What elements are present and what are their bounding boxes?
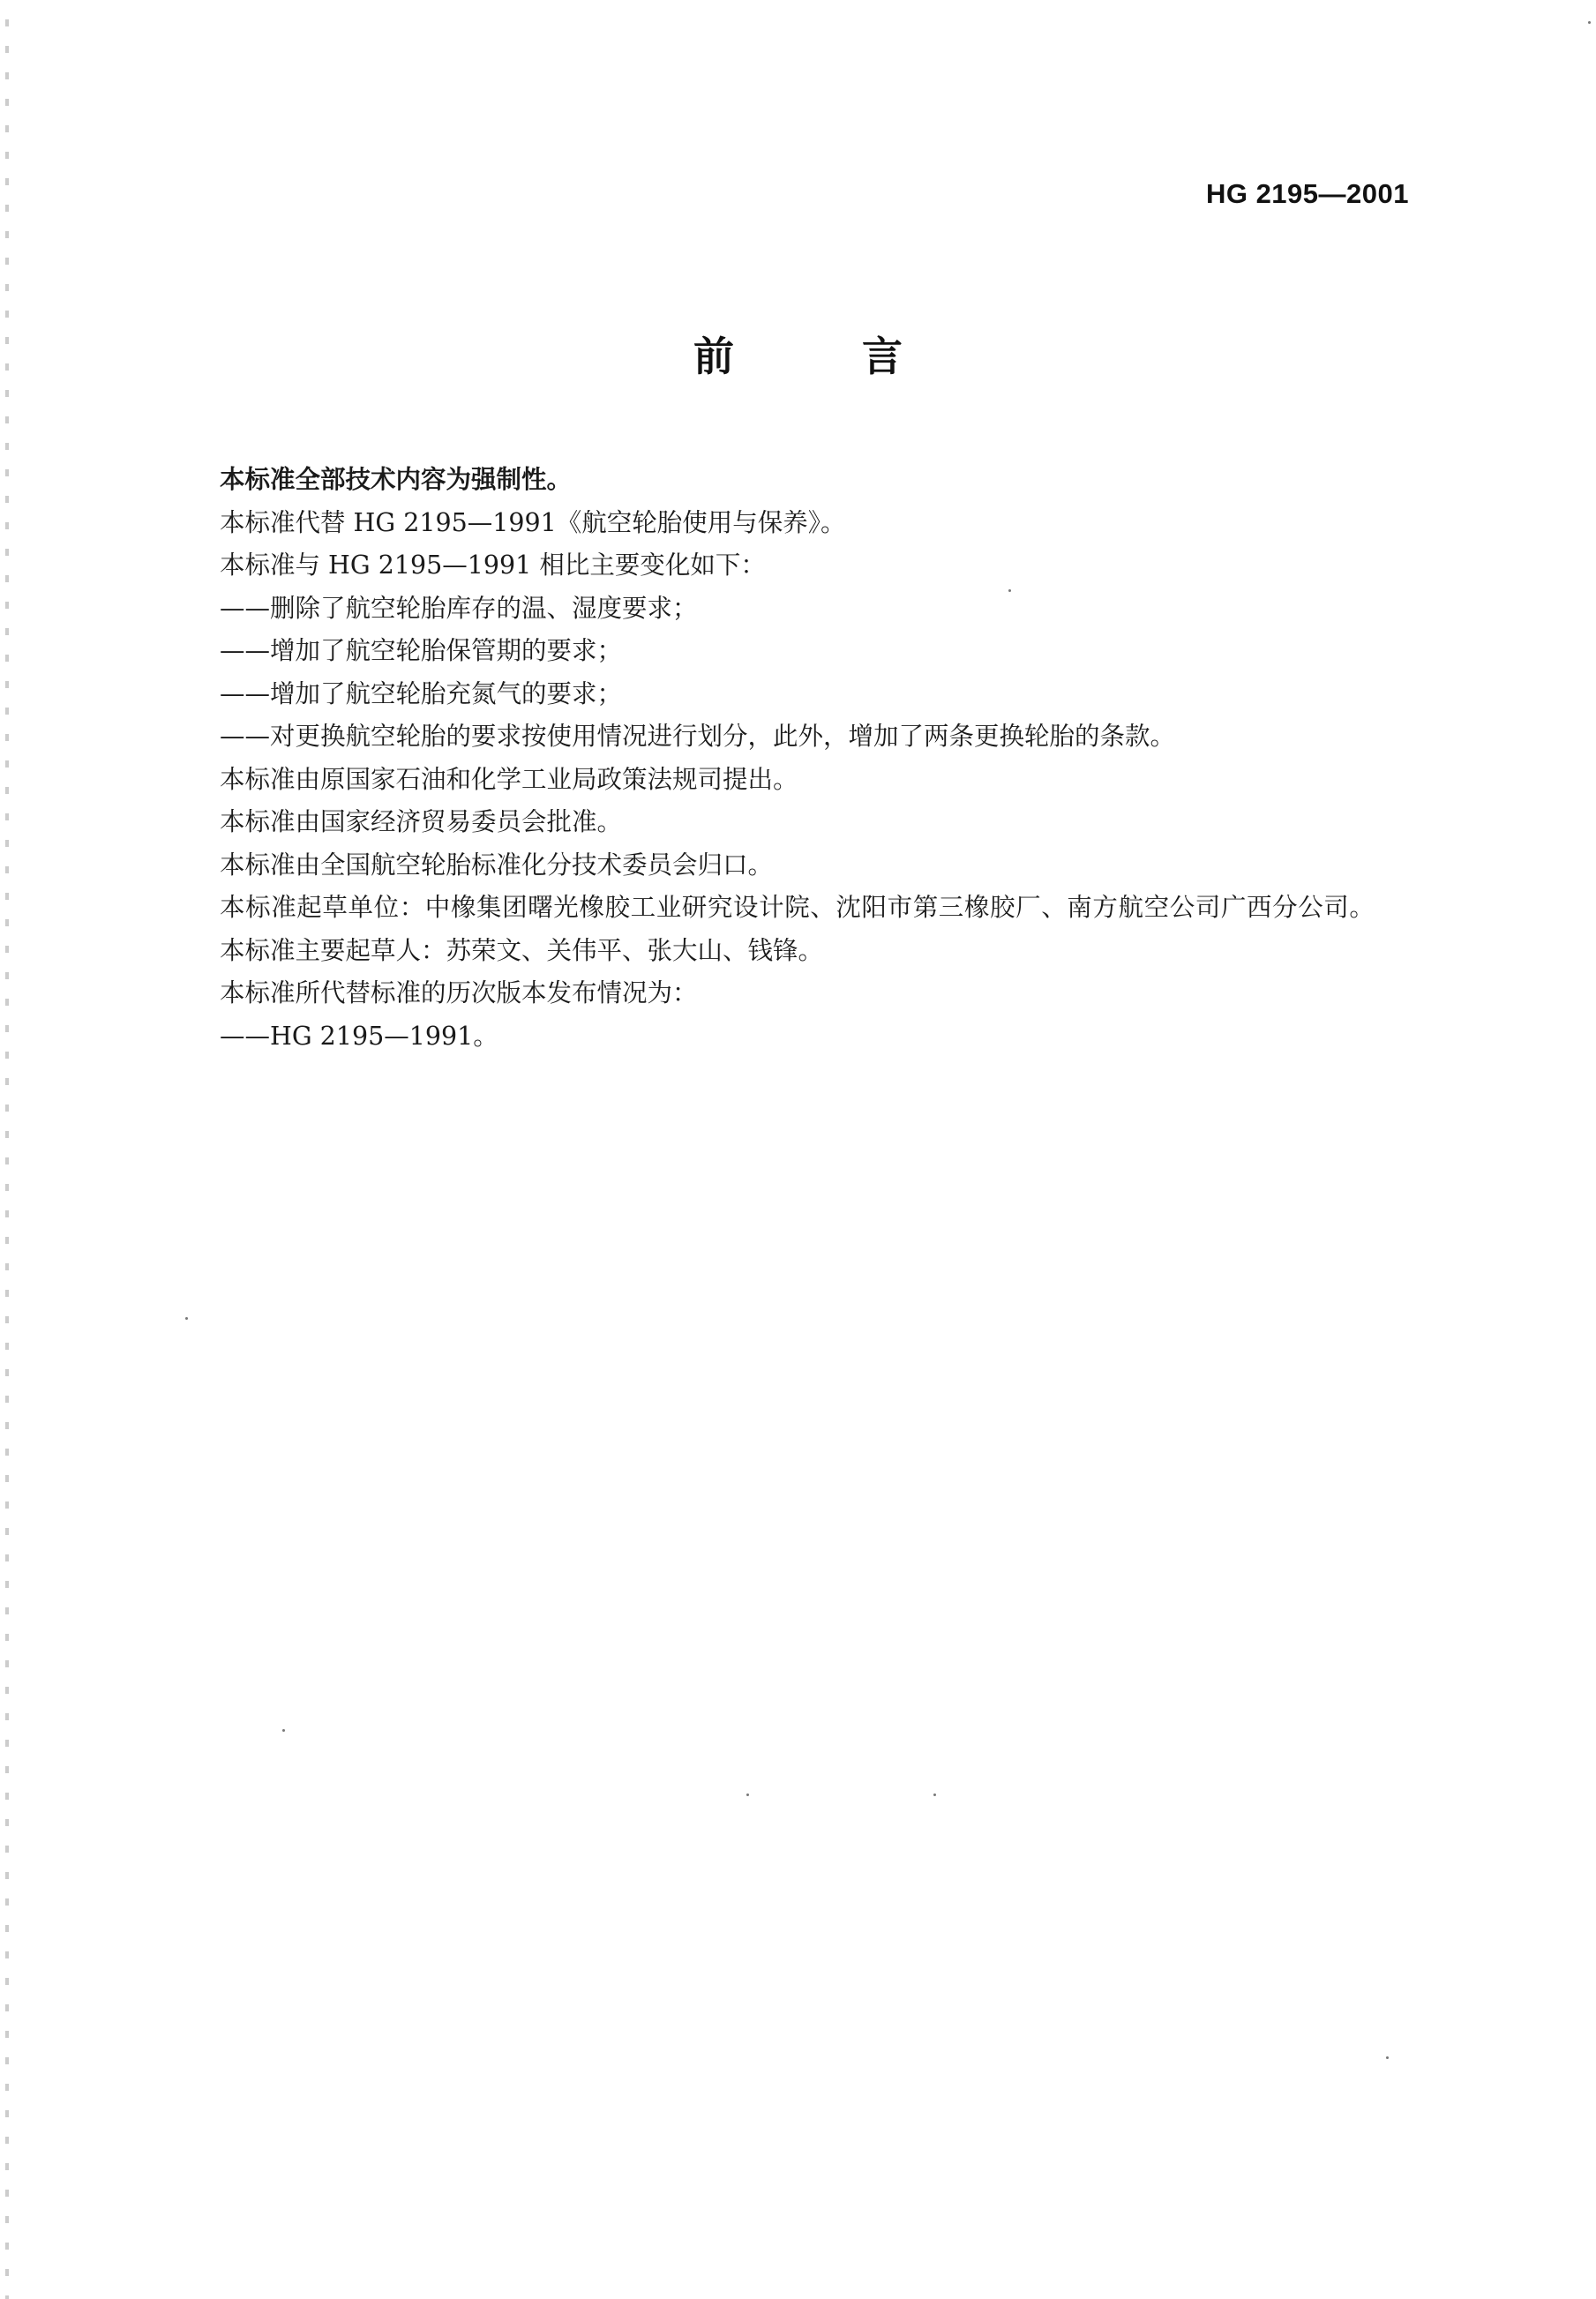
change-item-3: ——增加了航空轮胎充氮气的要求； <box>220 678 623 708</box>
scan-speck <box>1386 2056 1389 2059</box>
title-char-1: 前 <box>693 333 734 380</box>
foreword-body <box>163 459 1425 1058</box>
paragraph-approved-by: 本标准由国家经济贸易委员会批准。 <box>220 807 623 836</box>
scan-speck <box>746 1794 749 1796</box>
change-item-4: ——对更换航空轮胎的要求按使用情况进行划分，此外，增加了两条更换轮胎的条款。 <box>220 722 1176 751</box>
scan-speck <box>185 1317 188 1320</box>
paragraph-changes-intro: 本标准与 HG 2195—1991 相比主要变化如下： <box>220 550 766 580</box>
scan-speck <box>1588 21 1591 24</box>
history-item-1: ——HG 2195—1991。 <box>220 1021 498 1051</box>
paragraph-proposed-by: 本标准由原国家石油和化学工业局政策法规司提出。 <box>220 764 798 794</box>
change-item-2: ——增加了航空轮胎保管期的要求； <box>220 636 623 665</box>
paragraph-mandatory: 本标准全部技术内容为强制性。 <box>220 465 573 494</box>
change-item-1: ——删除了航空轮胎库存的温、湿度要求； <box>220 593 698 623</box>
paragraph-history-intro: 本标准所代替标准的历次版本发布情况为： <box>220 978 698 1007</box>
paragraph-managed-by: 本标准由全国航空轮胎标准化分技术委员会归口。 <box>220 850 774 880</box>
scan-speck <box>282 1729 285 1732</box>
paragraph-drafting-units: 本标准起草单位：中橡集团曙光橡胶工业研究设计院、沈阳市第三橡胶厂、南方航空公司广西分公司。 <box>220 893 1375 922</box>
scan-speck <box>933 1794 936 1796</box>
page-title <box>0 325 1596 383</box>
paragraph-replaces: 本标准代替 HG 2195—1991《航空轮胎使用与保养》。 <box>220 507 846 537</box>
paragraph-drafters: 本标准主要起草人：苏荣文、关伟平、张大山、钱锋。 <box>220 935 824 965</box>
standard-code: HG 2195—2001 <box>1205 178 1409 209</box>
title-char-2: 言 <box>862 333 903 380</box>
scan-speck <box>1008 589 1011 592</box>
